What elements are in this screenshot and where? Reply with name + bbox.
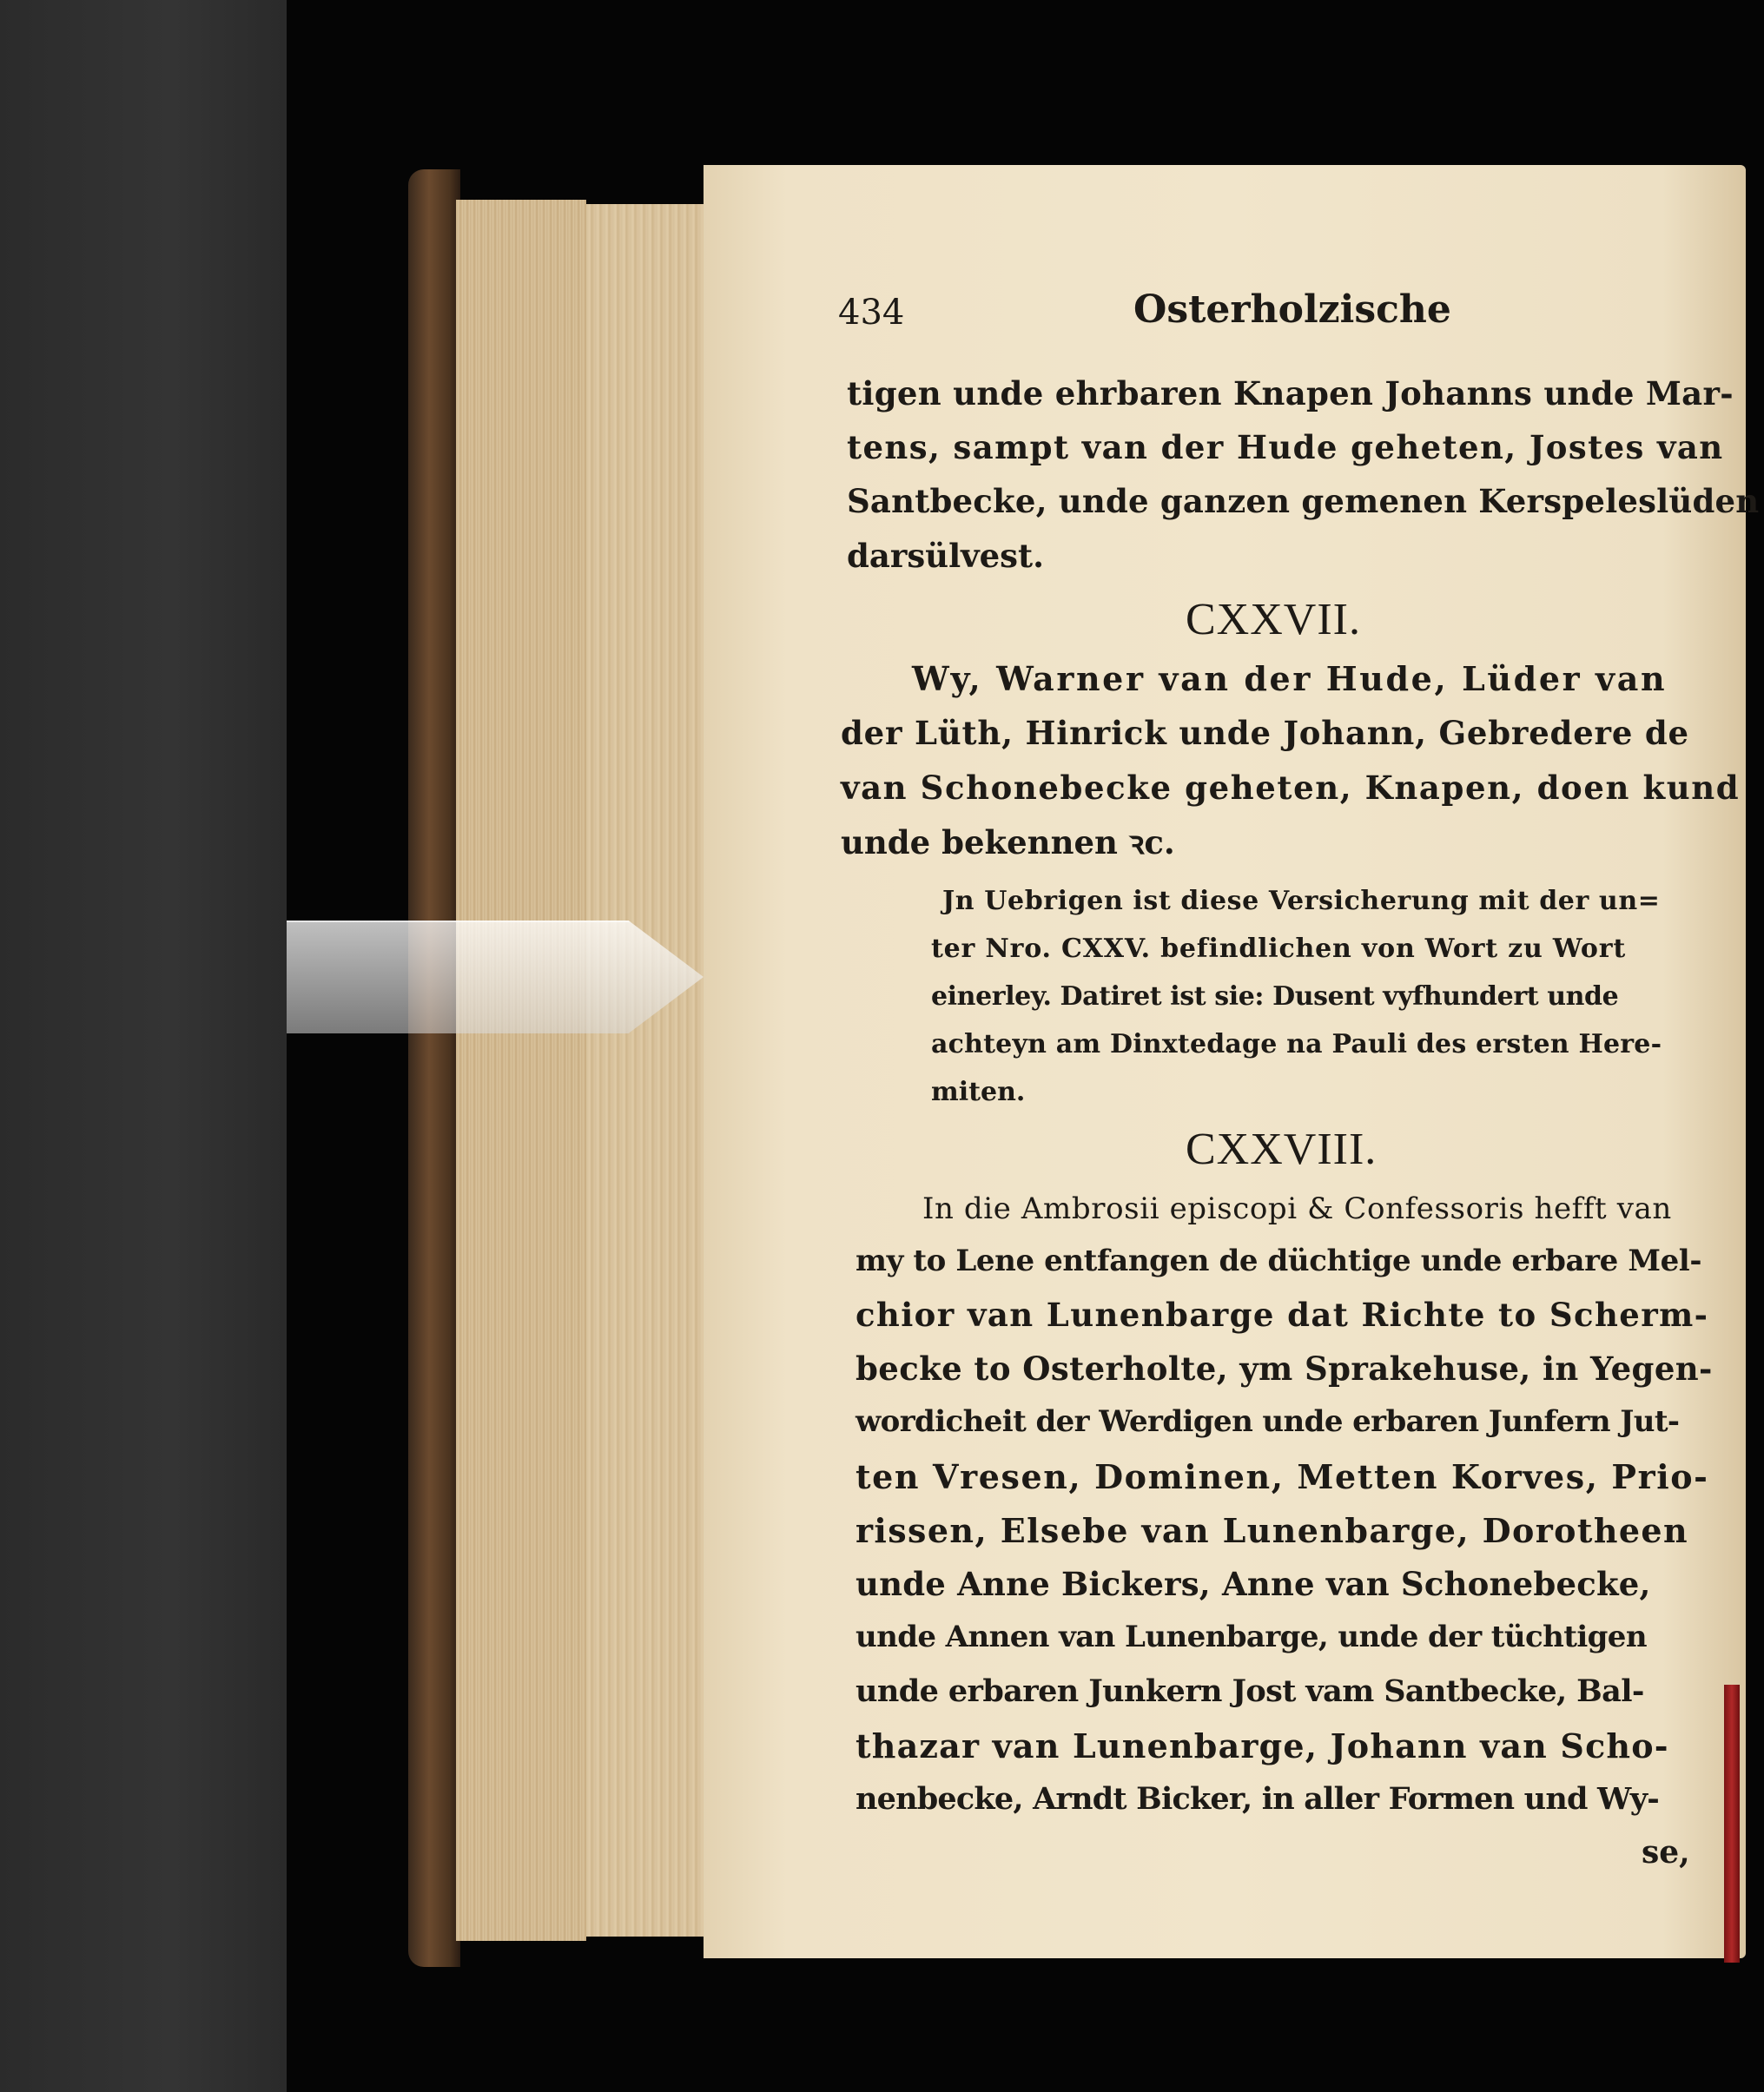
book-cover-edge [408,169,460,1967]
plastic-bookmark-highlight [287,921,704,1033]
note-line: Jn Uebrigen ist diese Versicherung mit der un= [942,886,1661,916]
text-line: ten Vresen, Dominen, Metten Korves, Prio- [856,1457,1709,1496]
text-line: wordicheit der Werdigen unde erbaren Junfern Jut- [856,1404,1680,1439]
text-line: unde Anne Bickers, Anne van Schonebecke, [856,1565,1651,1603]
text-line: In die Ambrosii episcopi & Confessoris hefft van [922,1191,1672,1226]
catchword: se, [1642,1834,1690,1871]
backdrop [0,0,287,2092]
page-block-edges-inner [586,204,708,1937]
text-line: chior van Lunenbarge dat Richte to Scherm- [856,1296,1709,1334]
page-block-edges [456,200,586,1941]
text-line: Santbecke, unde ganzen gemenen Kerspeleslüden [847,482,1760,520]
text-line: van Schonebecke geheten, Knapen, doen kund [841,769,1741,807]
text-line: tens, sampt van der Hude geheten, Jostes van [847,428,1724,466]
text-line: der Lüth, Hinrick unde Johann, Gebredere de [841,714,1689,752]
note-line: einerley. Datiret ist sie: Dusent vyfhundert unde [931,981,1619,1012]
note-line: miten. [931,1077,1026,1107]
text-line: becke to Osterholte, ym Sprakehuse, in Yegen- [856,1350,1713,1388]
running-title: Osterholzische [1133,287,1451,332]
text-line: unde bekennen ꝛc. [841,823,1175,861]
text-line: darsülvest. [847,537,1044,575]
ribbon-bookmark [1724,1685,1740,1963]
section-heading: CXXVII. [1186,595,1361,644]
note-line: achteyn am Dinxtedage na Pauli des ersten Here- [931,1029,1662,1059]
text-line: thazar van Lunenbarge, Johann van Scho- [856,1726,1669,1765]
note-line: ter Nro. CXXV. befindlichen von Wort zu Wort [931,934,1626,964]
page-number: 434 [838,293,905,333]
text-line: nenbecke, Arndt Bicker, in aller Formen und Wy- [856,1781,1660,1817]
text-line: unde Annen van Lunenbarge, unde der tüchtigen [856,1620,1647,1654]
text-line: my to Lene entfangen de düchtige unde erbare Mel- [856,1244,1702,1278]
text-line: rissen, Elsebe van Lunenbarge, Dorotheen [856,1511,1689,1550]
text-line: tigen unde ehrbaren Knapen Johanns unde Mar- [847,374,1734,412]
text-line: Wy, Warner van der Hude, Lüder van [912,659,1668,698]
text-line: unde erbaren Junkern Jost vam Santbecke, Bal- [856,1673,1644,1709]
section-heading: CXXVIII. [1186,1125,1378,1174]
